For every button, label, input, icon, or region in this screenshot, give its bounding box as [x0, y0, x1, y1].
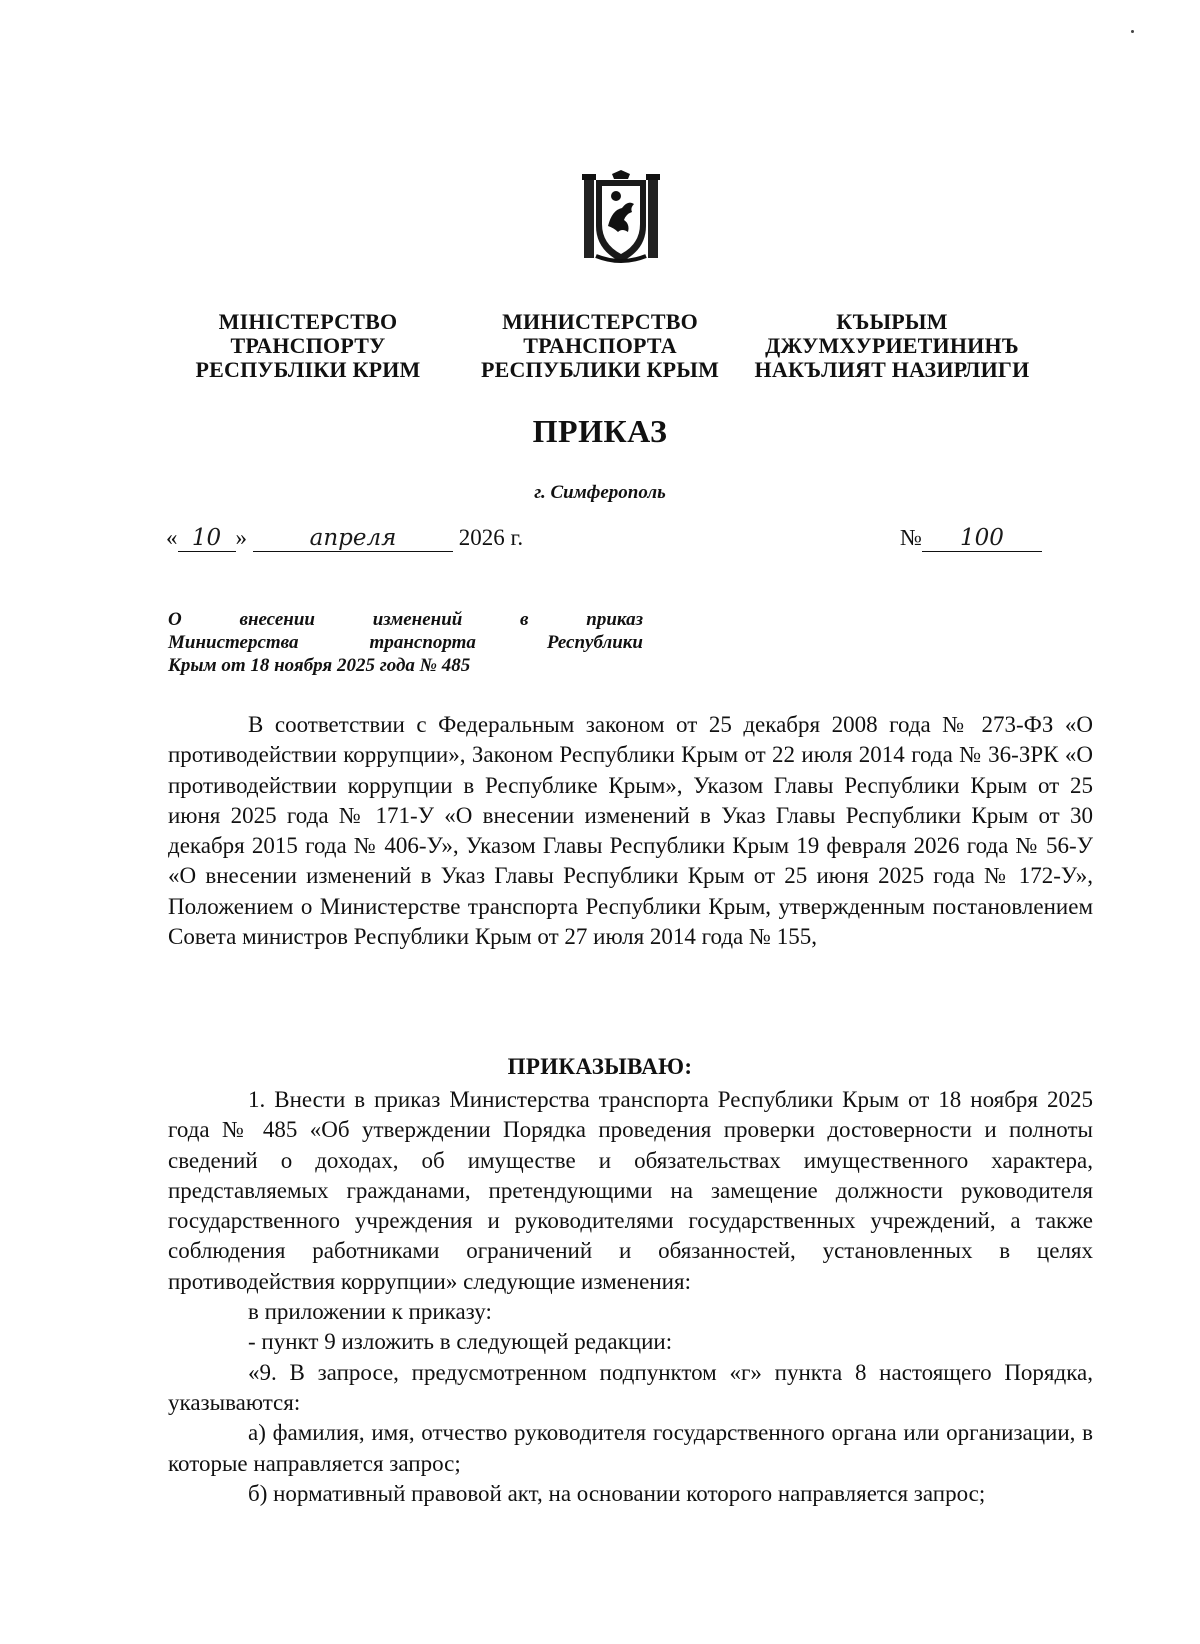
- header-ru-line-1: МИНИСТЕРСТВО: [502, 309, 698, 334]
- header-uk-line-3: РЕСПУБЛІКИ КРИМ: [195, 357, 421, 382]
- header-crimean-tatar: [738, 310, 1046, 382]
- item-1-text: 1. Внести в приказ Министерства транспорта Республики Крым от 18 ноября 2025 года № 485 «Об утверждении Порядка проведения проверки достоверности и полноты сведений о доходах, об имуществе и обязательствах имущественного характера, представляемых гражданами, претендующими на замещение должности руководителя государственного учреждения и руководителями государственных учреждений, а также соблюдения работниками ограничений и обязанностей, установленных в целях противодействия коррупции» следующие изменения:: [168, 1087, 1093, 1294]
- order-body: [168, 1085, 1093, 1509]
- header-ru-line-3: РЕСПУБЛИКИ КРЫМ: [480, 357, 720, 382]
- preamble-block: [168, 710, 1093, 952]
- point9-text: «9. В запросе, предусмотренном подпунктом «г» пункта 8 настоящего Порядка, указываются:: [168, 1359, 1093, 1415]
- document-title: ПРИКАЗ: [532, 413, 668, 449]
- preamble-text: В соответствии с Федеральным законом от 25 декабря 2008 года № 273-ФЗ «О противодействии коррупции», Законом Республики Крым от 22 июля 2014 года № 36-ЗРК «О противодействии коррупции в Республике Крым», Указом Главы Республики Крым от 25 июня 2025 года № 171-У «О внесении изменений в Указ Главы Республики Крым от 30 декабря 2015 года № 406-У», Указом Главы Республики Крым 19 февраля 2026 года № 56-У «О внесении изменений в Указ Главы Республики Крым от 25 июня 2025 года № 172-У», Положением о Министерстве транспорта Республики Крым, утвержденным постановлением Совета министров Республики Крым от 27 июля 2014 года № 155,: [168, 712, 1093, 950]
- header-crh-line-3: НАКЪЛИЯТ НАЗИРЛИГИ: [754, 357, 1030, 382]
- number-value: 100: [922, 525, 1042, 552]
- date-year: 2026 г.: [458, 525, 524, 550]
- order-heading: ПРИКАЗЫВАЮ:: [507, 1054, 693, 1079]
- item-a-text: а) фамилия, имя, отчество руководителя государственного органа или организации, в которые направляется запрос;: [168, 1420, 1093, 1476]
- order-subject: [168, 608, 643, 677]
- appendix-line: в приложении к приказу:: [248, 1299, 492, 1325]
- header-uk-line-1: МІНІСТЕРСТВО: [218, 309, 398, 334]
- city-line: г. Симферополь: [534, 482, 666, 503]
- point9-line: - пункт 9 изложить в следующей редакции:: [248, 1329, 673, 1355]
- header-crh-line-1: КЪЫРЫМ: [836, 309, 948, 334]
- date-close-quote: »: [235, 525, 247, 550]
- order-number: [900, 525, 1042, 552]
- date-open-quote: «: [166, 525, 178, 550]
- header-crh-line-2: ДЖУМХУРИЕТИНИНЪ: [765, 333, 1019, 358]
- number-label: №: [900, 525, 922, 550]
- subject-line-3: Крым от 18 ноября 2025 года № 485: [168, 655, 471, 676]
- coat-of-arms-crimea-icon: [582, 170, 660, 266]
- header-ru-line-2: ТРАНСПОРТА: [523, 333, 677, 358]
- item-b-text: б) нормативный правовой акт, на основании которого направляется запрос;: [248, 1480, 986, 1506]
- scan-speck: [1131, 30, 1134, 33]
- subject-line-1: О внесении изменений в приказ: [168, 609, 643, 630]
- header-ukrainian: [168, 310, 448, 382]
- subject-line-2: Министерства транспорта Республики: [168, 632, 643, 653]
- order-date: [166, 525, 523, 552]
- date-day: 10: [178, 525, 236, 552]
- date-month: апреля: [253, 525, 453, 552]
- header-uk-line-2: ТРАНСПОРТУ: [230, 333, 386, 358]
- header-russian: [455, 310, 745, 382]
